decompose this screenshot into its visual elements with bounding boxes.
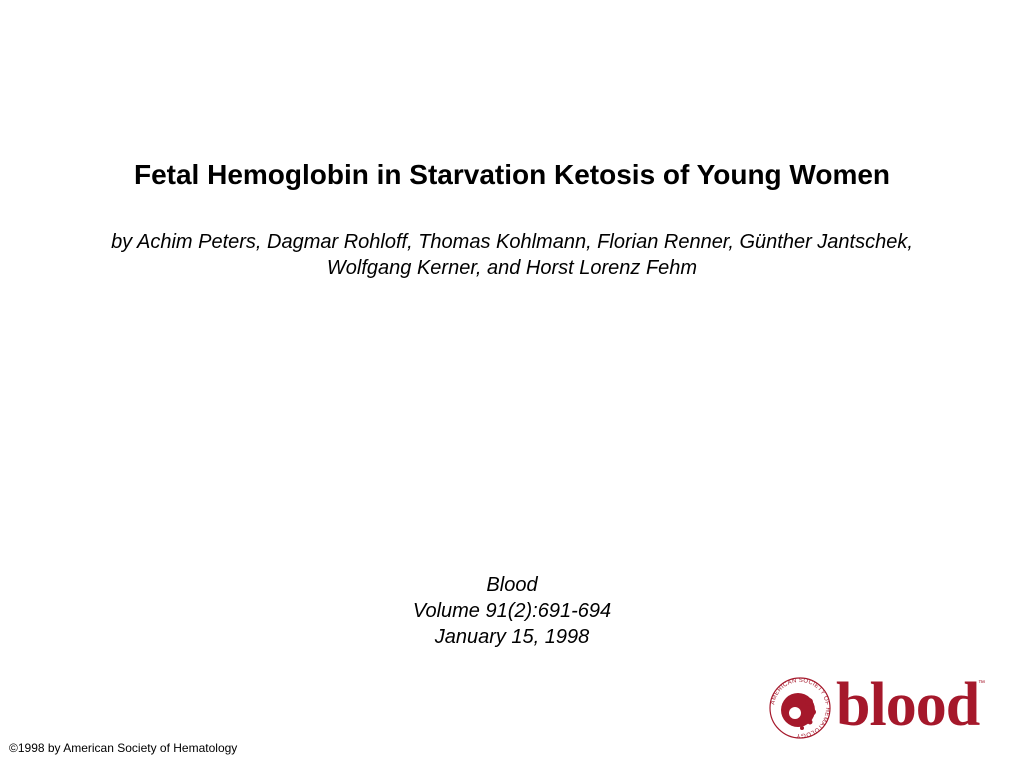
publication-date: January 15, 1998	[434, 626, 590, 648]
ash-seal-icon	[768, 676, 832, 740]
seal-text: AMERICAN SOCIETY OF HEMATOLOGY	[770, 677, 831, 739]
journal-name: Blood	[486, 574, 538, 596]
logo-wordmark: blood	[836, 671, 980, 739]
article-title: Fetal Hemoglobin in Starvation Ketosis of Young Women	[133, 159, 891, 190]
journal-volume: Volume 91(2):691-694	[412, 600, 612, 622]
article-authors: by Achim Peters, Dagmar Rohloff, Thomas Kohlmann, Florian Renner, Günther Jantschek, Wolfgang Kerner, and Horst Lorenz Fehm	[111, 231, 913, 279]
citation-block	[0, 572, 1024, 650]
copyright-notice: ©1998 by American Society of Hematology	[9, 741, 238, 755]
trademark-symbol: ™	[978, 680, 985, 687]
blood-journal-logo	[768, 671, 998, 746]
